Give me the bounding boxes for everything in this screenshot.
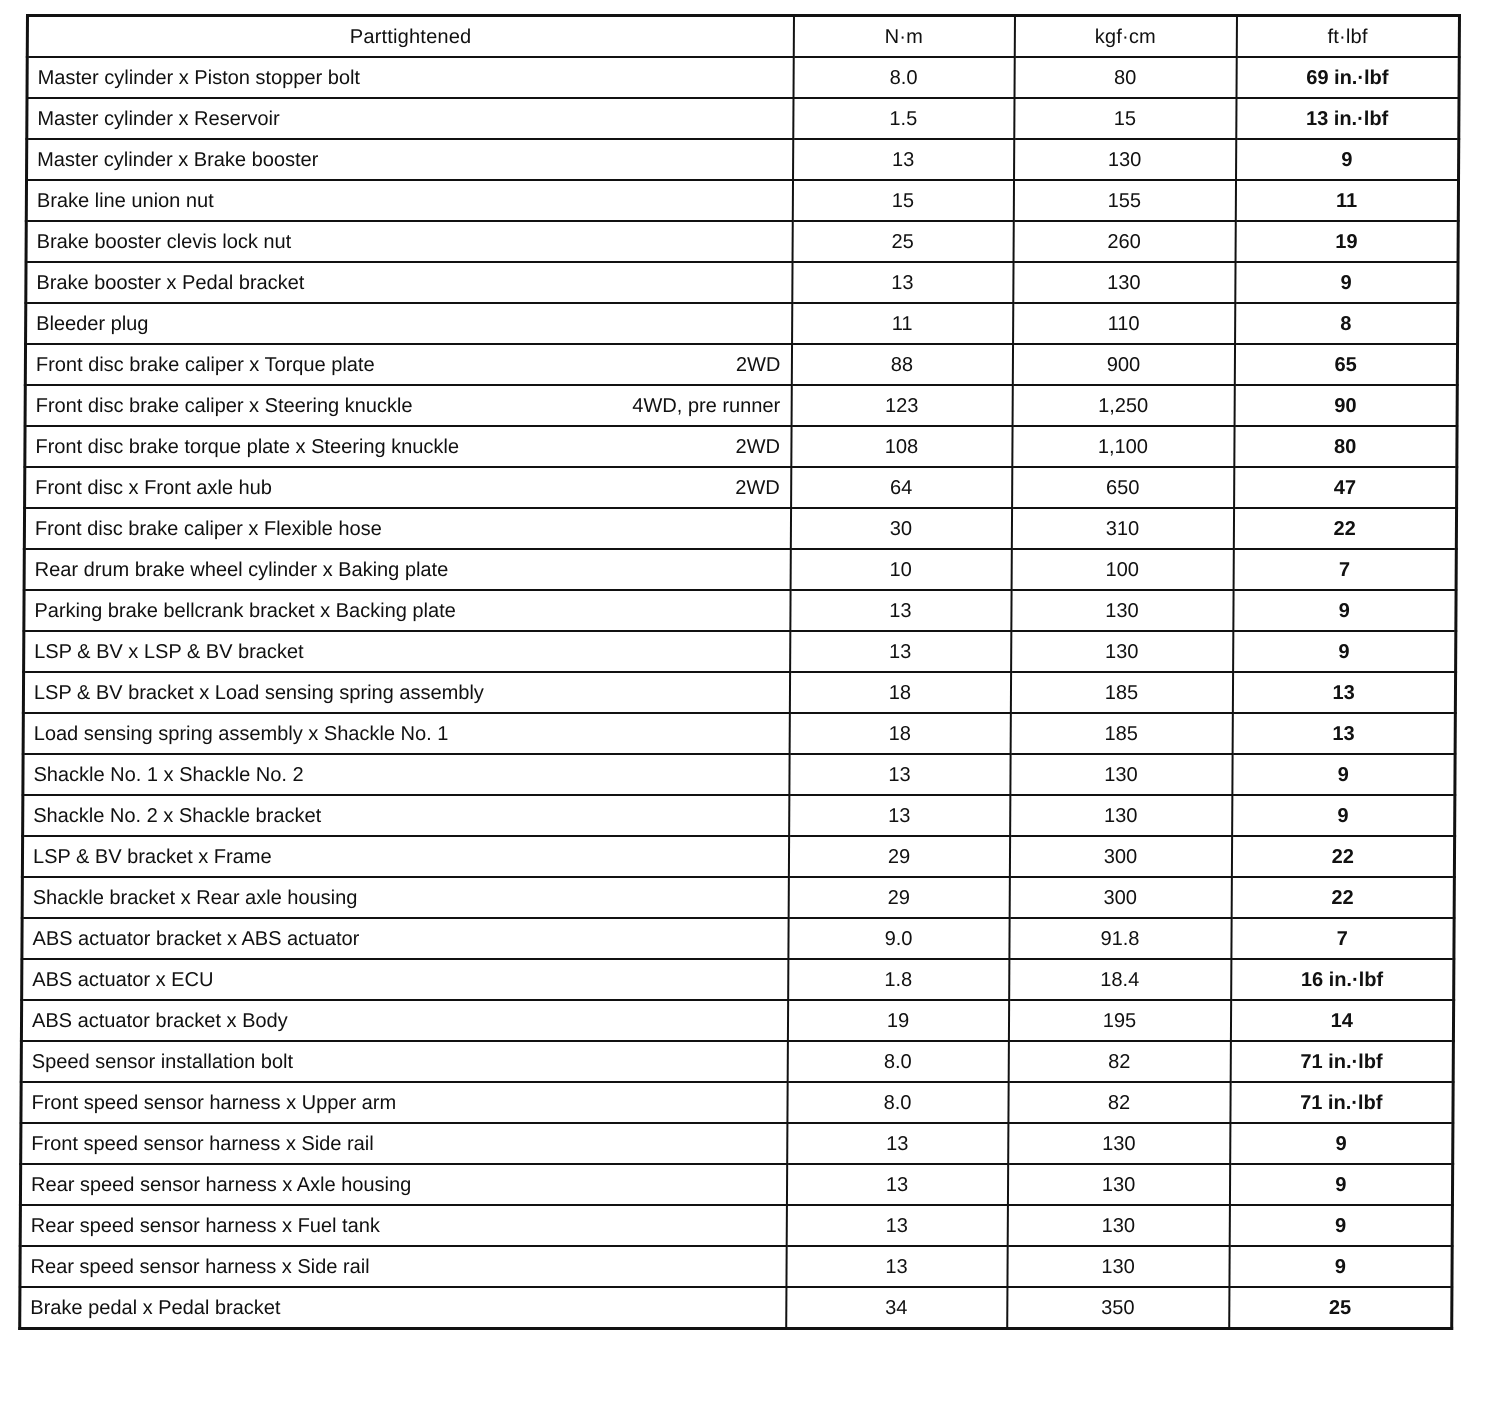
table-row — [21, 1041, 1453, 1082]
table-row — [27, 57, 1459, 98]
kgf-cm-value: 18.4 — [1009, 959, 1231, 1000]
table-row — [27, 98, 1459, 139]
ft-lbf-value: 11 — [1235, 180, 1458, 221]
table-header-row — [27, 16, 1459, 58]
nm-value: 1.5 — [793, 98, 1014, 139]
table-row — [26, 180, 1458, 221]
part-name: Rear speed sensor harness x Side rail — [30, 1255, 370, 1278]
table-row — [24, 590, 1456, 631]
part-name: Front disc brake caliper x Steering knuckle — [35, 394, 413, 417]
nm-value: 64 — [791, 467, 1012, 508]
nm-value: 8.0 — [787, 1082, 1008, 1123]
part-name: Master cylinder x Reservoir — [37, 107, 280, 130]
table-row — [23, 795, 1455, 836]
part-name: Brake line union nut — [36, 189, 214, 212]
kgf-cm-value: 91.8 — [1009, 918, 1231, 959]
kgf-cm-value: 130 — [1013, 262, 1235, 303]
kgf-cm-value: 130 — [1008, 1123, 1230, 1164]
part-name: Shackle No. 2 x Shackle bracket — [33, 804, 322, 827]
table-row — [21, 1000, 1453, 1041]
kgf-cm-value: 130 — [1011, 631, 1233, 672]
part-name: Speed sensor installation bolt — [31, 1050, 294, 1073]
ft-lbf-value: 71 in.·lbf — [1230, 1041, 1453, 1082]
nm-value: 13 — [786, 1246, 1007, 1287]
part-name: Front speed sensor harness x Side rail — [31, 1132, 374, 1155]
table-row — [27, 139, 1459, 180]
nm-value: 25 — [792, 221, 1013, 262]
ft-lbf-value: 9 — [1232, 795, 1455, 836]
nm-value: 108 — [791, 426, 1012, 467]
part-name: Parking brake bellcrank bracket x Backing plate — [34, 599, 456, 622]
header-part-tightened: Parttightened — [27, 16, 793, 58]
part-cell — [25, 385, 791, 426]
part-cell — [25, 426, 791, 467]
nm-value: 88 — [791, 344, 1012, 385]
part-name: Rear drum brake wheel cylinder x Baking plate — [34, 558, 449, 581]
table-row — [26, 221, 1458, 262]
part-cell — [20, 1205, 786, 1246]
ft-lbf-value: 69 in.·lbf — [1236, 57, 1459, 98]
nm-value: 8.0 — [787, 1041, 1008, 1082]
part-cell — [22, 959, 788, 1000]
nm-value: 13 — [786, 1164, 1007, 1205]
kgf-cm-value: 185 — [1010, 713, 1232, 754]
part-cell — [20, 1164, 786, 1205]
kgf-cm-value: 650 — [1012, 467, 1234, 508]
ft-lbf-value: 22 — [1231, 836, 1454, 877]
kgf-cm-value: 130 — [1007, 1164, 1229, 1205]
part-name: Front speed sensor harness x Upper arm — [31, 1091, 397, 1114]
nm-value: 9.0 — [788, 918, 1009, 959]
header-ft-lbf: ft·lbf — [1236, 16, 1459, 58]
part-cell — [26, 221, 792, 262]
table-row — [20, 1205, 1452, 1246]
part-cell — [25, 344, 791, 385]
part-name: Shackle No. 1 x Shackle No. 2 — [33, 763, 304, 786]
kgf-cm-value: 300 — [1009, 877, 1231, 918]
part-cell — [24, 549, 790, 590]
part-name: ABS actuator bracket x Body — [31, 1009, 288, 1032]
ft-lbf-value: 80 — [1234, 426, 1457, 467]
kgf-cm-value: 195 — [1008, 1000, 1230, 1041]
ft-lbf-value: 90 — [1234, 385, 1457, 426]
kgf-cm-value: 260 — [1013, 221, 1235, 262]
part-name: Shackle bracket x Rear axle housing — [32, 886, 358, 909]
kgf-cm-value: 15 — [1014, 98, 1236, 139]
part-variant-note: 2WD — [735, 435, 780, 458]
part-cell — [27, 57, 793, 98]
torque-specification-table — [18, 14, 1461, 1330]
nm-value: 13 — [792, 262, 1013, 303]
part-cell — [24, 590, 790, 631]
table-row — [24, 508, 1456, 549]
table-row — [24, 631, 1456, 672]
part-cell — [24, 631, 790, 672]
nm-value: 11 — [792, 303, 1013, 344]
nm-value: 30 — [790, 508, 1011, 549]
part-name: Bleeder plug — [36, 312, 149, 335]
kgf-cm-value: 1,250 — [1012, 385, 1234, 426]
nm-value: 13 — [790, 631, 1011, 672]
nm-value: 13 — [786, 1205, 1007, 1246]
part-variant-note: 2WD — [735, 353, 781, 376]
table-row — [25, 385, 1457, 426]
part-cell — [23, 795, 789, 836]
table-body — [20, 57, 1460, 1329]
kgf-cm-value: 130 — [1014, 139, 1236, 180]
nm-value: 123 — [791, 385, 1012, 426]
ft-lbf-value: 14 — [1230, 1000, 1453, 1041]
ft-lbf-value: 9 — [1230, 1123, 1453, 1164]
part-cell — [21, 1041, 787, 1082]
nm-value: 8.0 — [793, 57, 1014, 98]
part-cell — [24, 508, 790, 549]
ft-lbf-value: 13 in.·lbf — [1236, 98, 1459, 139]
ft-lbf-value: 9 — [1236, 139, 1459, 180]
part-variant-note: 2WD — [735, 476, 780, 499]
nm-value: 15 — [792, 180, 1013, 221]
ft-lbf-value: 9 — [1229, 1246, 1452, 1287]
ft-lbf-value: 7 — [1231, 918, 1454, 959]
nm-value: 18 — [789, 713, 1010, 754]
ft-lbf-value: 9 — [1232, 754, 1455, 795]
part-name: Front disc x Front axle hub — [35, 476, 273, 499]
part-cell — [20, 1246, 786, 1287]
kgf-cm-value: 82 — [1008, 1041, 1230, 1082]
kgf-cm-value: 300 — [1009, 836, 1231, 877]
nm-value: 18 — [789, 672, 1010, 713]
ft-lbf-value: 8 — [1235, 303, 1458, 344]
ft-lbf-value: 16 in.·lbf — [1231, 959, 1454, 1000]
part-cell — [23, 713, 789, 754]
part-name: LSP & BV bracket x Load sensing spring assembly — [33, 681, 484, 704]
kgf-cm-value: 80 — [1014, 57, 1236, 98]
kgf-cm-value: 130 — [1010, 795, 1232, 836]
part-cell — [25, 467, 791, 508]
ft-lbf-value: 9 — [1229, 1205, 1452, 1246]
part-name: Rear speed sensor harness x Fuel tank — [30, 1214, 380, 1237]
nm-value: 29 — [788, 836, 1009, 877]
part-cell — [27, 98, 793, 139]
part-name: Master cylinder x Brake booster — [37, 148, 319, 171]
part-cell — [22, 877, 788, 918]
part-cell — [21, 1082, 787, 1123]
part-name: Master cylinder x Piston stopper bolt — [37, 66, 361, 89]
table-row — [25, 344, 1457, 385]
table-row — [20, 1287, 1452, 1329]
ft-lbf-value: 65 — [1234, 344, 1457, 385]
table-row — [22, 877, 1454, 918]
ft-lbf-value: 22 — [1231, 877, 1454, 918]
table-row — [21, 1082, 1453, 1123]
ft-lbf-value: 7 — [1233, 549, 1456, 590]
kgf-cm-value: 130 — [1007, 1246, 1229, 1287]
table-row — [22, 836, 1454, 877]
table-row — [23, 672, 1455, 713]
ft-lbf-value: 9 — [1235, 262, 1458, 303]
part-name: Brake pedal x Pedal bracket — [30, 1296, 281, 1319]
kgf-cm-value: 110 — [1013, 303, 1235, 344]
part-cell — [21, 1000, 787, 1041]
part-name: ABS actuator bracket x ABS actuator — [32, 927, 360, 950]
kgf-cm-value: 350 — [1007, 1287, 1229, 1329]
nm-value: 34 — [786, 1287, 1007, 1329]
part-name: ABS actuator x ECU — [32, 968, 214, 991]
ft-lbf-value: 9 — [1229, 1164, 1452, 1205]
kgf-cm-value: 100 — [1011, 549, 1233, 590]
table-row — [20, 1164, 1452, 1205]
table-row — [22, 959, 1454, 1000]
part-name: Front disc brake caliper x Flexible hose — [34, 517, 382, 540]
part-name: Rear speed sensor harness x Axle housing — [30, 1173, 412, 1196]
part-cell — [27, 139, 793, 180]
kgf-cm-value: 82 — [1008, 1082, 1230, 1123]
ft-lbf-value: 19 — [1235, 221, 1458, 262]
part-variant-note: 4WD, pre runner — [632, 394, 781, 417]
nm-value: 1.8 — [788, 959, 1009, 1000]
part-name: Load sensing spring assembly x Shackle No. 1 — [33, 722, 449, 745]
table-row — [26, 262, 1458, 303]
ft-lbf-value: 9 — [1233, 590, 1456, 631]
table-row — [23, 754, 1455, 795]
nm-value: 29 — [788, 877, 1009, 918]
nm-value: 13 — [793, 139, 1014, 180]
ft-lbf-value: 47 — [1234, 467, 1457, 508]
part-cell — [26, 262, 792, 303]
kgf-cm-value: 1,100 — [1012, 426, 1234, 467]
table-row — [22, 918, 1454, 959]
kgf-cm-value: 130 — [1007, 1205, 1229, 1246]
kgf-cm-value: 130 — [1011, 590, 1233, 631]
table-row — [26, 303, 1458, 344]
header-newton-meter: N·m — [793, 16, 1014, 58]
ft-lbf-value: 13 — [1232, 672, 1455, 713]
header-kgf-cm: kgf·cm — [1014, 16, 1236, 58]
part-cell — [23, 672, 789, 713]
part-cell — [20, 1287, 786, 1329]
part-cell — [22, 836, 788, 877]
kgf-cm-value: 900 — [1012, 344, 1234, 385]
ft-lbf-value: 9 — [1233, 631, 1456, 672]
table-row — [23, 713, 1455, 754]
ft-lbf-value: 25 — [1229, 1287, 1452, 1329]
part-cell — [22, 918, 788, 959]
table-row — [21, 1123, 1453, 1164]
ft-lbf-value: 13 — [1232, 713, 1455, 754]
part-name: LSP & BV x LSP & BV bracket — [34, 640, 304, 663]
nm-value: 13 — [789, 795, 1010, 836]
kgf-cm-value: 130 — [1010, 754, 1232, 795]
kgf-cm-value: 310 — [1011, 508, 1233, 549]
ft-lbf-value: 71 in.·lbf — [1230, 1082, 1453, 1123]
part-cell — [23, 754, 789, 795]
part-cell — [21, 1123, 787, 1164]
part-name: Brake booster clevis lock nut — [36, 230, 292, 253]
part-name: Front disc brake torque plate x Steering knuckle — [35, 435, 460, 458]
nm-value: 19 — [787, 1000, 1008, 1041]
table-row — [24, 549, 1456, 590]
table-row — [25, 426, 1457, 467]
part-name: Brake booster x Pedal bracket — [36, 271, 305, 294]
table-row — [20, 1246, 1452, 1287]
ft-lbf-value: 22 — [1233, 508, 1456, 549]
part-name: LSP & BV bracket x Frame — [32, 845, 272, 868]
nm-value: 10 — [790, 549, 1011, 590]
kgf-cm-value: 185 — [1010, 672, 1232, 713]
part-cell — [26, 303, 792, 344]
part-name: Front disc brake caliper x Torque plate — [35, 353, 375, 376]
nm-value: 13 — [789, 754, 1010, 795]
nm-value: 13 — [787, 1123, 1008, 1164]
torque-spec-sheet — [18, 14, 1458, 1330]
table-row — [25, 467, 1457, 508]
kgf-cm-value: 155 — [1013, 180, 1235, 221]
part-cell — [26, 180, 792, 221]
nm-value: 13 — [790, 590, 1011, 631]
